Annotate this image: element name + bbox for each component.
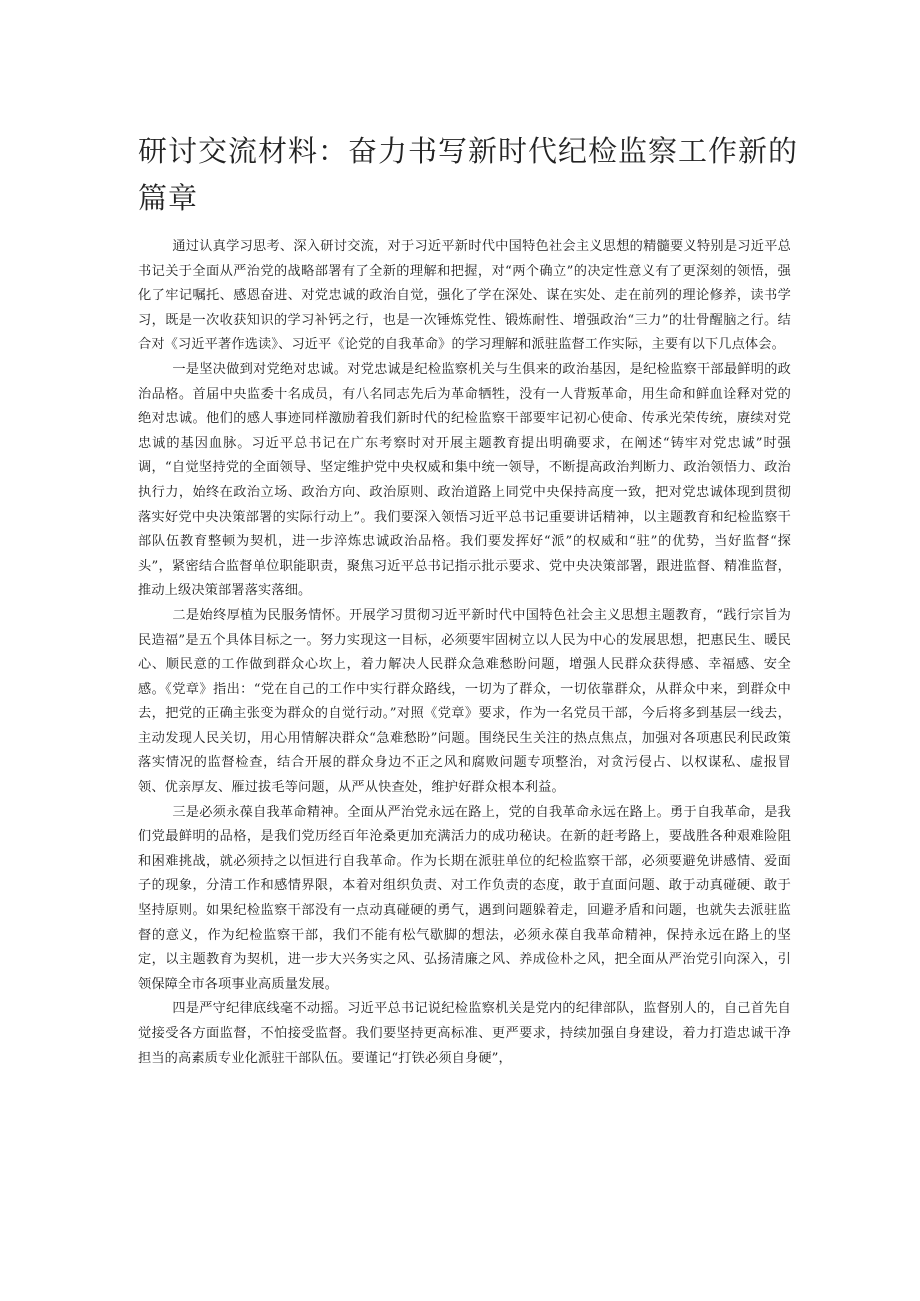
document-title: 研讨交流材料：奋力书写新时代纪检监察工作新的篇章	[138, 134, 799, 215]
document-body	[138, 235, 791, 1071]
paragraph-intro: 通过认真学习思考、深入研讨交流，对于习近平新时代中国特色社会主义思想的精髓要义特别是习近平总书记关于全面从严治党的战略部署有了全新的理解和把握，对“两个确立”的决定性意义有了更深刻的领悟，强化了牢记嘱托、感恩奋进、对党忠诚的政治自觉，强化了学在深处、谋在实处、走在前列的理论修养，读书学习，既是一次收获知识的学习补钙之行，也是一次锤炼党性、锻炼耐性、增强政治“三力”的壮骨醒脑之行。结合对《习近平著作选读》、习近平《论党的自我革命》的学习理解和派驻监督工作实际，主要有以下几点体会。	[138, 239, 791, 353]
paragraph-point-four: 四是严守纪律底线毫不动摇。习近平总书记说纪检监察机关是党内的纪律部队，监督别人的，自己首先自觉接受各方面监督，不怕接受监督。我们要坚持更高标准、更严要求，持续加强自身建设，着力打造忠诚干净担当的高素质专业化派驻干部队伍。要谨记“打铁必须自身硬”，	[138, 1001, 791, 1066]
paragraph-point-three: 三是必须永葆自我革命精神。全面从严治党永远在路上，党的自我革命永远在路上。勇于自我革命，是我们党最鲜明的品格，是我们党历经百年沧桑更加充满活力的成功秘诀。在新的赶考路上，要战胜各种艰难险阻和困难挑战，就必须持之以恒进行自我革命。作为长期在派驻单位的纪检监察干部，必须要避免讲感情、爱面子的现象，分清工作和感情界限，本着对组织负责、对工作负责的态度，敢于直面问题、敢于动真碰硬、敢于坚持原则。如果纪检监察干部没有一点动真碰硬的勇气，遇到问题躲着走，回避矛盾和问题，也就失去派驻监督的意义，作为纪检监察干部，我们不能有松气歇脚的想法，必须永葆自我革命精神，保持永远在路上的坚定，以主题教育为契机，进一步大兴务实之风、弘扬清廉之风、养成俭朴之风，把全面从严治党引向深入，引领保障全市各项事业高质量发展。	[138, 804, 791, 992]
paragraph-point-two: 二是始终厚植为民服务情怀。开展学习贯彻习近平新时代中国特色社会主义思想主题教育，“践行宗旨为民造福”是五个具体目标之一。努力实现这一目标，必须要牢固树立以人民为中心的发展思想，把惠民生、暖民心、顺民意的工作做到群众心坎上，着力解决人民群众急难愁盼问题，增强人民群众获得感、幸福感、安全感。《党章》指出：“党在自己的工作中实行群众路线，一切为了群众，一切依靠群众，从群众中来，到群众中去，把党的正确主张变为群众的自觉行动。”对照《党章》要求，作为一名党员干部，今后将多到基层一线去，主动发现人民关切，用心用情解决群众“急难愁盼”问题。围绕民生关注的热点焦点，加强对各项惠民利民政策落实情况的监督检查，结合开展的群众身边不正之风和腐败问题专项整治，对贪污侵占、以权谋私、虚报冒领、优亲厚友、雁过拔毛等问题，从严从快查处，维护好群众根本利益。	[138, 607, 791, 796]
paragraph-point-one: 一是坚决做到对党绝对忠诚。对党忠诚是纪检监察机关与生俱来的政治基因，是纪检监察干部最鲜明的政治品格。首届中央监委十名成员，有八名同志先后为革命牺牲，没有一人背叛革命，用生命和鲜血诠释对党的绝对忠诚。他们的感人事迹同样激励着我们新时代的纪检监察干部要牢记初心使命、传承光荣传统，赓续对党忠诚的基因血脉。习近平总书记在广东考察时对开展主题教育提出明确要求，在阐述“铸牢对党忠诚”时强调，“自觉坚持党的全面领导、坚定维护党中央权威和集中统一领导，不断提高政治判断力、政治领悟力、政治执行力，始终在政治立场、政治方向、政治原则、政治道路上同党中央保持高度一致，把对党忠诚体现到贯彻落实好党中央决策部署的实际行动上”。我们要深入领悟习近平总书记重要讲话精神，以主题教育和纪检监察干部队伍教育整顿为契机，进一步淬炼忠诚政治品格。我们要发挥好“派”的权威和“驻”的优势，当好监督“探头”，紧密结合监督单位职能职责，聚焦习近平总书记指示批示要求、党中央决策部署，跟进监督、精准监督，推动上级决策部署落实落细。	[138, 361, 791, 599]
